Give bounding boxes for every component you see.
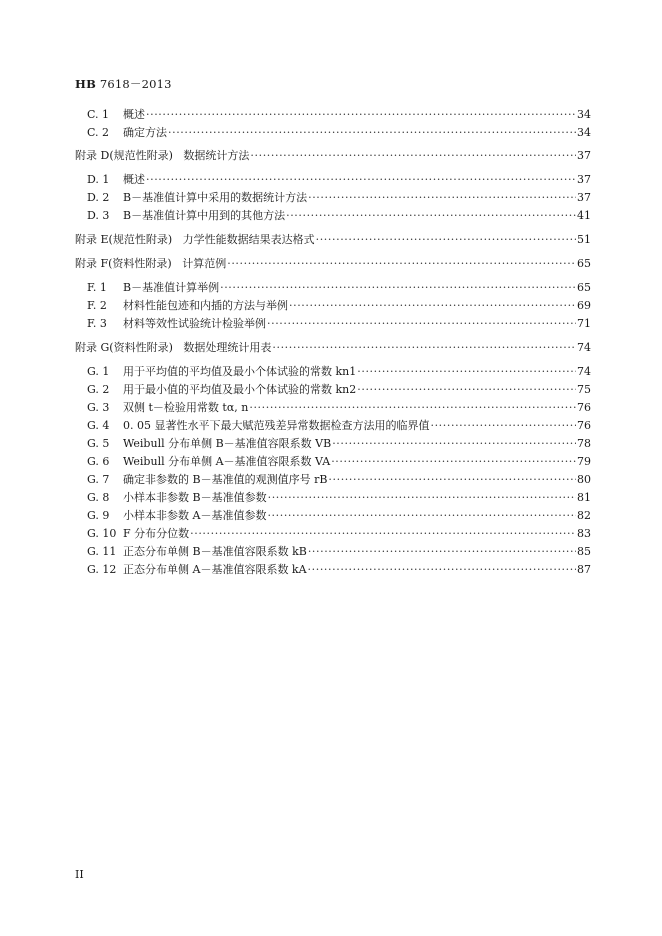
toc-entry-page: 85 (577, 545, 591, 558)
toc-entry-title: 数据统计方法 (183, 149, 250, 162)
toc-entry-number: C. 1 (87, 108, 110, 121)
toc-entry[interactable] (87, 191, 591, 205)
toc-entry-number: G. 6 (87, 455, 110, 468)
toc-entry[interactable] (87, 491, 591, 505)
toc-entry-title: 确定非参数的 B－基准值的观测值序号 rB (123, 473, 328, 486)
toc-entry-number: D. 3 (87, 209, 110, 222)
toc-entry-title: Weibull 分布单侧 A－基准值容限系数 VA (123, 455, 331, 468)
toc-entry-number: C. 2 (87, 126, 110, 139)
toc-entry-title: 概述 (123, 108, 145, 121)
toc-entry-number: F. 2 (87, 299, 107, 312)
toc-entry[interactable] (87, 401, 591, 415)
toc-appendix-entry[interactable] (75, 233, 591, 247)
toc-entry-page: 78 (577, 437, 591, 450)
leader-dots (267, 317, 576, 331)
leader-dots (430, 419, 576, 433)
toc-entry-title: 0. 05 显著性水平下最大赋范残差异常数据检查方法用的临界值 (123, 419, 430, 432)
toc-entry-number: 附录 E(规范性附录) (75, 233, 173, 246)
toc-entry-number: G. 11 (87, 545, 117, 558)
toc-entry-number: F. 1 (87, 281, 107, 294)
toc-entry[interactable] (87, 365, 591, 379)
leader-dots (286, 209, 576, 223)
toc-entry-title: 确定方法 (123, 126, 167, 139)
toc-entry-title: 力学性能数据结果表达格式 (182, 233, 315, 246)
toc-entry-title: 材料性能包迹和内插的方法与举例 (123, 299, 288, 312)
toc-entry[interactable] (87, 527, 591, 541)
toc-entry[interactable] (87, 545, 591, 559)
toc-entry-number: D. 2 (87, 191, 110, 204)
leader-dots (357, 365, 576, 379)
toc-entry-number: G. 12 (87, 563, 117, 576)
toc-entry-page: 65 (577, 257, 591, 270)
toc-entry[interactable] (87, 108, 591, 122)
toc-entry-title: 正态分布单侧 A－基准值容限系数 kA (123, 563, 307, 576)
toc-entry-title: 材料等效性试验统计检验举例 (123, 317, 266, 330)
toc-entry-page: 87 (577, 563, 591, 576)
toc-entry[interactable] (87, 126, 591, 140)
toc-entry-page: 65 (577, 281, 591, 294)
toc-entry-page: 75 (577, 383, 591, 396)
toc-entry[interactable] (87, 383, 591, 397)
leader-dots (332, 437, 576, 451)
toc-entry-page: 71 (577, 317, 591, 330)
leader-dots (268, 491, 576, 505)
toc-entry-page: 69 (577, 299, 591, 312)
toc-entry-title: Weibull 分布单侧 B－基准值容限系数 VB (123, 437, 332, 450)
toc-entry-page: 80 (577, 473, 591, 486)
leader-dots (168, 126, 576, 140)
toc-entry-title: 用于最小值的平均值及最小个体试验的常数 kn2 (123, 383, 357, 396)
toc-entry-page: 34 (577, 108, 591, 121)
toc-entry[interactable] (87, 419, 591, 433)
toc-entry-title: B－基准值计算中采用的数据统计方法 (123, 191, 308, 204)
toc-entry-number: G. 4 (87, 419, 110, 432)
toc-entry-title: B－基准值计算中用到的其他方法 (123, 209, 286, 222)
leader-dots (267, 509, 576, 523)
toc-entry[interactable] (87, 455, 591, 469)
toc-appendix-entry[interactable] (75, 257, 591, 271)
standard-code: HB (75, 77, 96, 91)
toc-entry-page: 79 (577, 455, 591, 468)
toc-entry-number: G. 8 (87, 491, 110, 504)
toc-entry-title: 概述 (123, 173, 145, 186)
standard-number: 7618－2013 (99, 77, 172, 91)
toc-entry-number: G. 10 (87, 527, 117, 540)
toc-entry-title: 小样本非参数 B－基准值参数 (123, 491, 267, 504)
leader-dots (272, 341, 576, 355)
page-number: II (75, 868, 84, 881)
leader-dots (308, 545, 576, 559)
toc-entry-title: 计算范例 (182, 257, 227, 270)
toc-entry-number: 附录 G(资料性附录) (75, 341, 173, 354)
document-header (75, 76, 172, 92)
toc-appendix-entry[interactable] (75, 341, 591, 355)
toc-entry-page: 41 (577, 209, 591, 222)
toc-entry-page: 81 (577, 491, 591, 504)
toc-entry[interactable] (87, 299, 591, 313)
leader-dots (227, 257, 576, 271)
toc-entry-page: 83 (577, 527, 591, 540)
toc-entry-title: 双侧 t－检验用常数 tα, n (123, 401, 249, 414)
toc-entry-title: 小样本非参数 A－基准值参数 (123, 509, 267, 522)
toc-entry-page: 76 (577, 401, 591, 414)
leader-dots (316, 233, 576, 247)
leader-dots (220, 281, 576, 295)
toc-entry[interactable] (87, 473, 591, 487)
toc-entry-title: 用于平均值的平均值及最小个体试验的常数 kn1 (123, 365, 357, 378)
toc-entry-number: G. 5 (87, 437, 110, 450)
toc-entry-page: 51 (577, 233, 591, 246)
toc-entry-number: G. 1 (87, 365, 110, 378)
toc-entry-page: 74 (577, 365, 591, 378)
leader-dots (250, 149, 576, 163)
toc-entry[interactable] (87, 317, 591, 331)
toc-entry-number: 附录 D(规范性附录) (75, 149, 173, 162)
toc-entry-title: B－基准值计算举例 (123, 281, 220, 294)
leader-dots (357, 383, 576, 397)
leader-dots (308, 191, 576, 205)
toc-entry[interactable] (87, 437, 591, 451)
leader-dots (190, 527, 576, 541)
leader-dots (249, 401, 576, 415)
toc-entry-number: G. 3 (87, 401, 110, 414)
toc-entry-page: 37 (577, 173, 591, 186)
toc-entry[interactable] (87, 209, 591, 223)
leader-dots (146, 108, 576, 122)
leader-dots (146, 173, 576, 187)
leader-dots (289, 299, 576, 313)
toc-entry-number: G. 2 (87, 383, 110, 396)
toc-appendix-entry[interactable] (75, 149, 591, 163)
toc-entry-number: G. 7 (87, 473, 110, 486)
toc-entry-page: 34 (577, 126, 591, 139)
toc-entry-page: 37 (577, 149, 591, 162)
leader-dots (331, 455, 576, 469)
toc-entry-title: 正态分布单侧 B－基准值容限系数 kB (123, 545, 307, 558)
leader-dots (308, 563, 576, 577)
toc-entry-number: G. 9 (87, 509, 110, 522)
toc-entry[interactable] (87, 173, 591, 187)
toc-entry-title: F 分布分位数 (123, 527, 190, 540)
toc-entry[interactable] (87, 281, 591, 295)
toc-entry-number: 附录 F(资料性附录) (75, 257, 172, 270)
toc-entry-page: 76 (577, 419, 591, 432)
toc-entry-page: 82 (577, 509, 591, 522)
toc-entry[interactable] (87, 563, 591, 577)
toc-entry-number: D. 1 (87, 173, 110, 186)
toc-entry-title: 数据处理统计用表 (183, 341, 272, 354)
toc-entry-number: F. 3 (87, 317, 107, 330)
toc-entry[interactable] (87, 509, 591, 523)
toc-entry-page: 37 (577, 191, 591, 204)
toc-entry-page: 74 (577, 341, 591, 354)
leader-dots (328, 473, 576, 487)
